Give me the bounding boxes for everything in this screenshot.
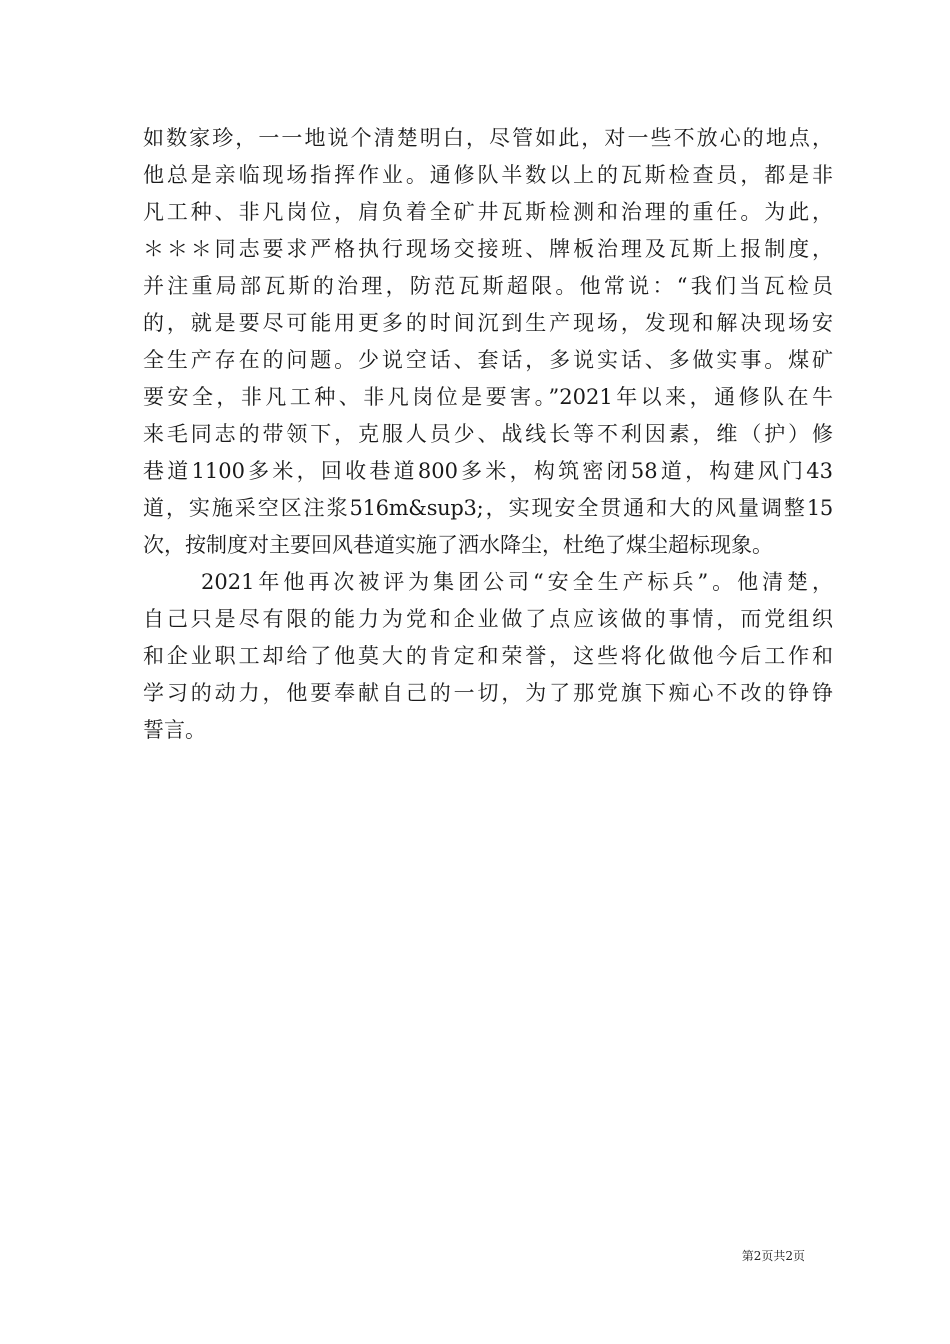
text-line: ＊＊＊同志要求严格执行现场交接班、牌板治理及瓦斯上报制度， [143,237,833,261]
document-body [143,120,833,749]
text-line: 要安全，非凡工种、非凡岗位是要害。”2021年以来，通修队在牛 [143,385,833,409]
paragraph-end-line: 誓言。 [143,718,206,742]
text-line: 如数家珍，一一地说个清楚明白，尽管如此，对一些不放心的地点， [143,126,833,150]
text-line: 道，实施采空区注浆516m&sup3;，实现安全贯通和大的风量调整15 [143,496,833,520]
text-line: 自己只是尽有限的能力为党和企业做了点应该做的事情，而党组织 [143,607,833,631]
text-line: 并注重局部瓦斯的治理，防范瓦斯超限。他常说：“我们当瓦检员 [143,274,833,298]
text-line: 全生产存在的问题。少说空话、套话，多说实话、多做实事。煤矿 [143,348,833,372]
text-line: 他总是亲临现场指挥作业。通修队半数以上的瓦斯检查员，都是非 [143,163,833,187]
text-line: 的，就是要尽可能用更多的时间沉到生产现场，发现和解决现场安 [143,311,833,335]
page-number-footer: 第2页共2页 [741,1249,805,1263]
text-line: 和企业职工却给了他莫大的肯定和荣誉，这些将化做他今后工作和 [143,644,833,668]
text-line: 来毛同志的带领下，克服人员少、战线长等不利因素，维（护）修 [143,422,833,446]
text-line: 凡工种、非凡岗位，肩负着全矿井瓦斯检测和治理的重任。为此， [143,200,833,224]
paragraph-first-line: 2021年他再次被评为集团公司“安全生产标兵”。他清楚， [201,570,833,594]
text-line: 学习的动力，他要奉献自己的一切，为了那党旗下痴心不改的铮铮 [143,681,833,705]
text-line: 巷道1100多米，回收巷道800多米，构筑密闭58道，构建风门43 [143,459,833,483]
paragraph-end-line: 次，按制度对主要回风巷道实施了洒水降尘，杜绝了煤尘超标现象。 [143,533,773,557]
